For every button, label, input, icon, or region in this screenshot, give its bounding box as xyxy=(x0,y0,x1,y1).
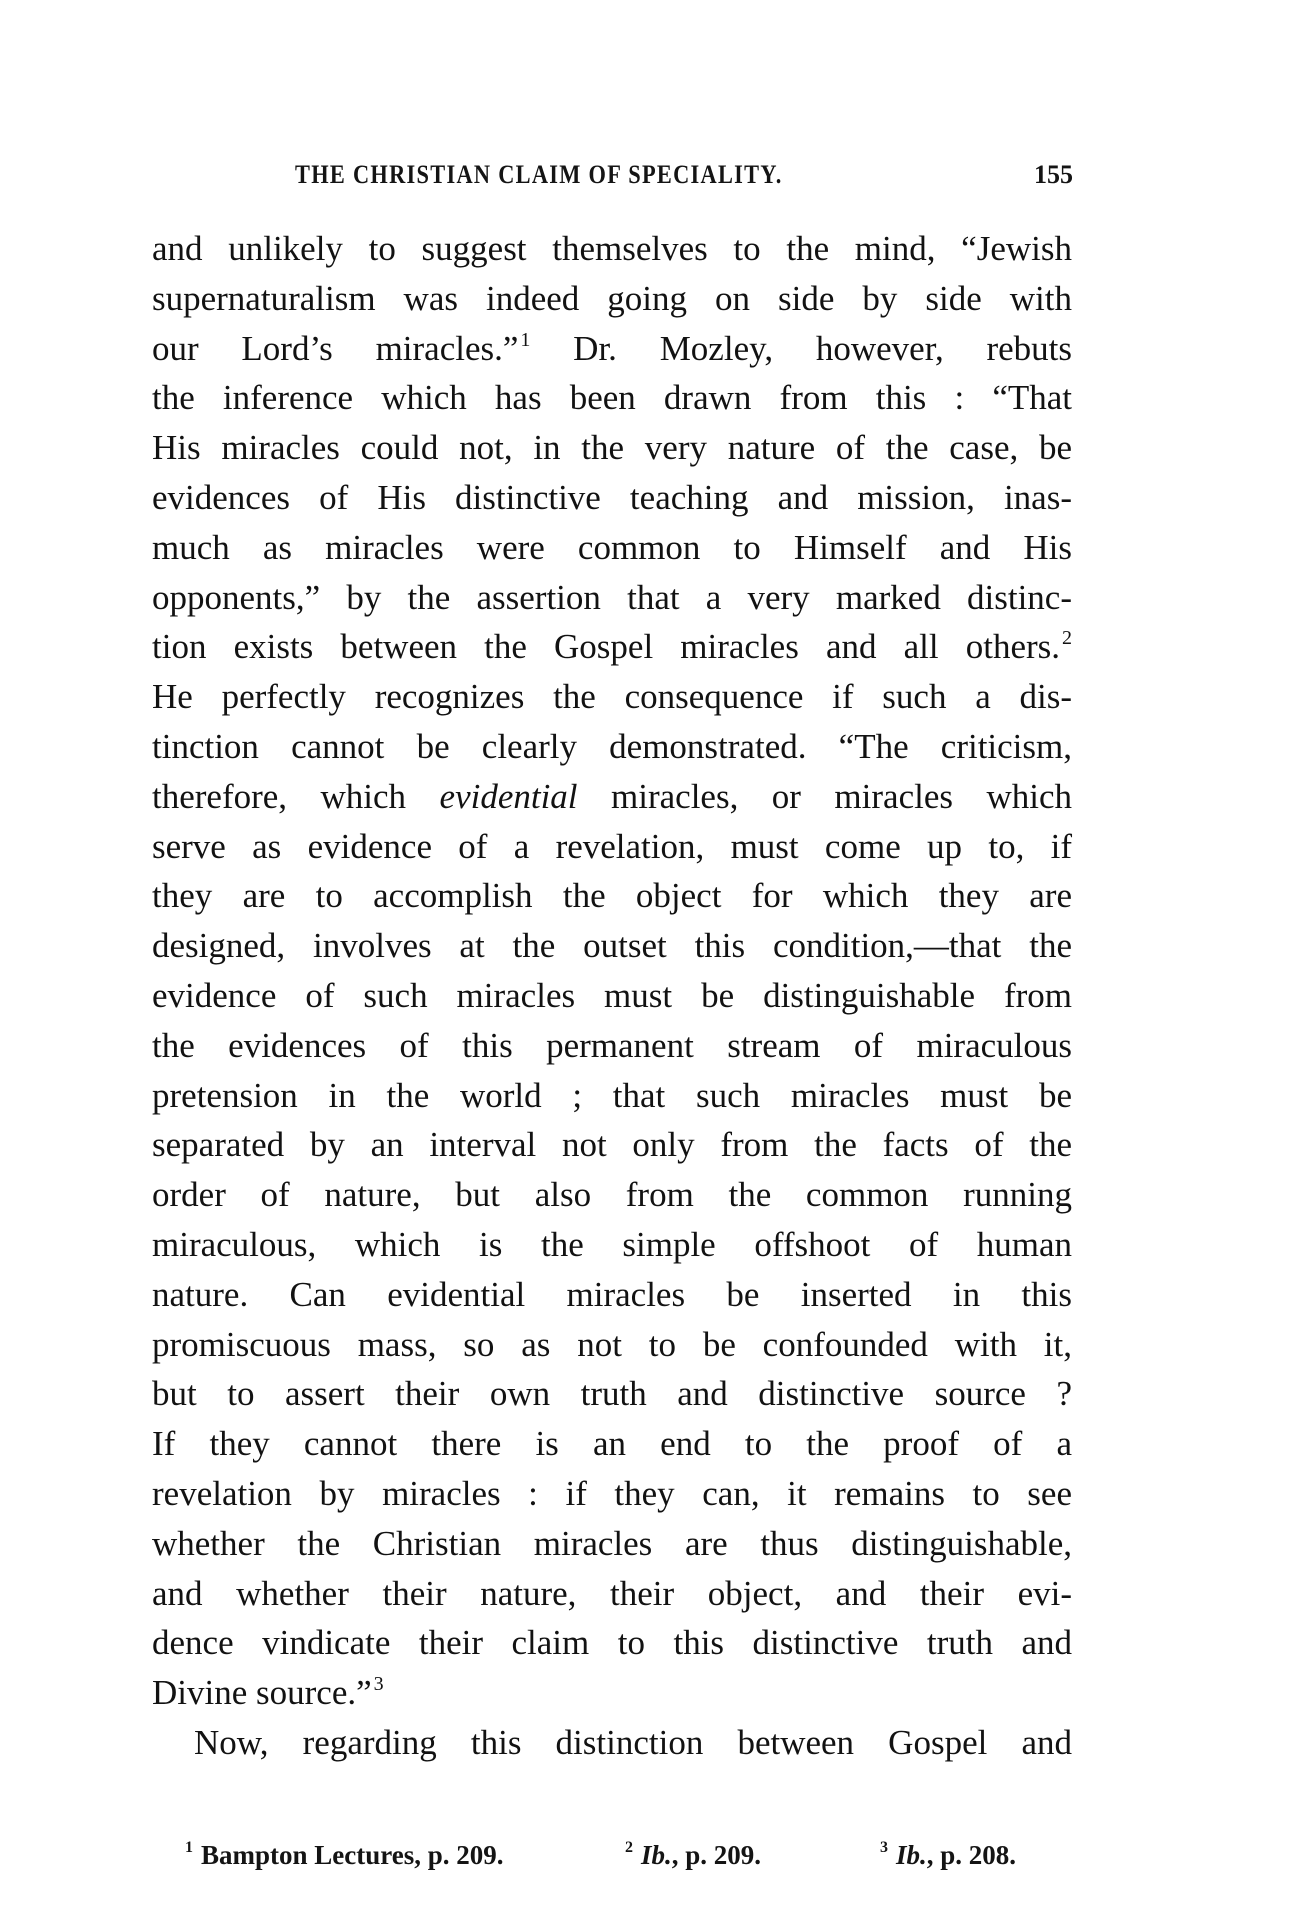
footnotes xyxy=(185,1838,1045,1872)
text-line: supernaturalism was indeed going on side by side with xyxy=(152,278,1072,318)
text-line: tion exists between the Gospel miracles and all others. $^2$ xyxy=(152,627,1072,667)
text-line: revelation by miracles : if they can, it remains to see xyxy=(152,1473,1072,1513)
text-line: separated by an interval not only from the facts of the xyxy=(152,1125,1072,1165)
footnote-mark: 3 xyxy=(880,1839,888,1856)
text-line: He perfectly recognizes the consequence if such a dis- xyxy=(152,677,1072,717)
italic-term: evidential xyxy=(439,776,578,816)
footnote-1: $^1$ Bampton Lectures, p. 209. xyxy=(185,1839,504,1870)
text-line: pretension in the world ; that such miracles must be xyxy=(152,1075,1072,1115)
running-head-title: THE CHRISTIAN CLAIM OF SPECIALITY. xyxy=(295,160,783,189)
footnote-2: $^2$ Ib., p. 209. xyxy=(625,1839,762,1870)
body-text xyxy=(152,224,1072,1768)
text-line: but to assert their own truth and distinctive source ? xyxy=(152,1374,1072,1414)
page-number: 155 xyxy=(1034,160,1073,189)
footnote-reference[interactable]: 1 xyxy=(520,328,531,351)
text-line: and unlikely to suggest themselves to the mind, “Jewish xyxy=(152,229,1072,268)
text-line: designed, involves at the outset this condition,—that the xyxy=(152,926,1072,966)
text-line-paragraph-start: Now, regarding this distinction between Gospel and xyxy=(194,1722,1072,1762)
text-line: serve as evidence of a revelation, must come up to, if xyxy=(152,826,1072,866)
text-line: order of nature, but also from the common running xyxy=(152,1175,1072,1215)
footnote-mark: 1 xyxy=(185,1839,193,1856)
text-line: our Lord’s miracles.” $^1$ Dr. Mozley, however, rebuts xyxy=(152,328,1072,368)
text-line: they are to accomplish the object for which they are xyxy=(152,876,1072,916)
text-line: If they cannot there is an end to the proof of a xyxy=(152,1424,1072,1464)
text-line: therefore, which evidential miracles, or miracles which xyxy=(152,776,1072,816)
text-line: promiscuous mass, so as not to be confounded with it, xyxy=(152,1324,1072,1364)
text-line: much as miracles were common to Himself and His xyxy=(152,527,1072,567)
text-line: and whether their nature, their object, and their evi- xyxy=(152,1573,1072,1613)
text-line: evidences of His distinctive teaching and mission, inas- xyxy=(152,477,1072,517)
text-line-paragraph-end: Divine source.” $^3$ xyxy=(152,1673,384,1713)
footnote-3: $^3$ Ib., p. 208. xyxy=(880,1839,1017,1870)
text-line: whether the Christian miracles are thus distinguishable, xyxy=(152,1523,1072,1563)
footnote-mark: 2 xyxy=(625,1839,633,1856)
running-head xyxy=(295,160,1073,190)
text-line: His miracles could not, in the very nature of the case, be xyxy=(152,428,1072,468)
text-line: miraculous, which is the simple offshoot of human xyxy=(152,1224,1072,1264)
text-line: opponents,” by the assertion that a very marked distinc- xyxy=(152,577,1072,617)
text-line: the evidences of this permanent stream of miraculous xyxy=(152,1025,1072,1065)
text-line: dence vindicate their claim to this distinctive truth and xyxy=(152,1623,1072,1663)
text-line: nature. Can evidential miracles be inserted in this xyxy=(152,1274,1072,1314)
text-line: evidence of such miracles must be distinguishable from xyxy=(152,975,1072,1015)
text-line: tinction cannot be clearly demonstrated. “The criticism, xyxy=(152,726,1072,766)
footnote-reference[interactable]: 2 xyxy=(1062,627,1072,650)
footnote-reference[interactable]: 3 xyxy=(373,1673,384,1696)
text-line: the inference which has been drawn from this : “That xyxy=(152,378,1072,418)
